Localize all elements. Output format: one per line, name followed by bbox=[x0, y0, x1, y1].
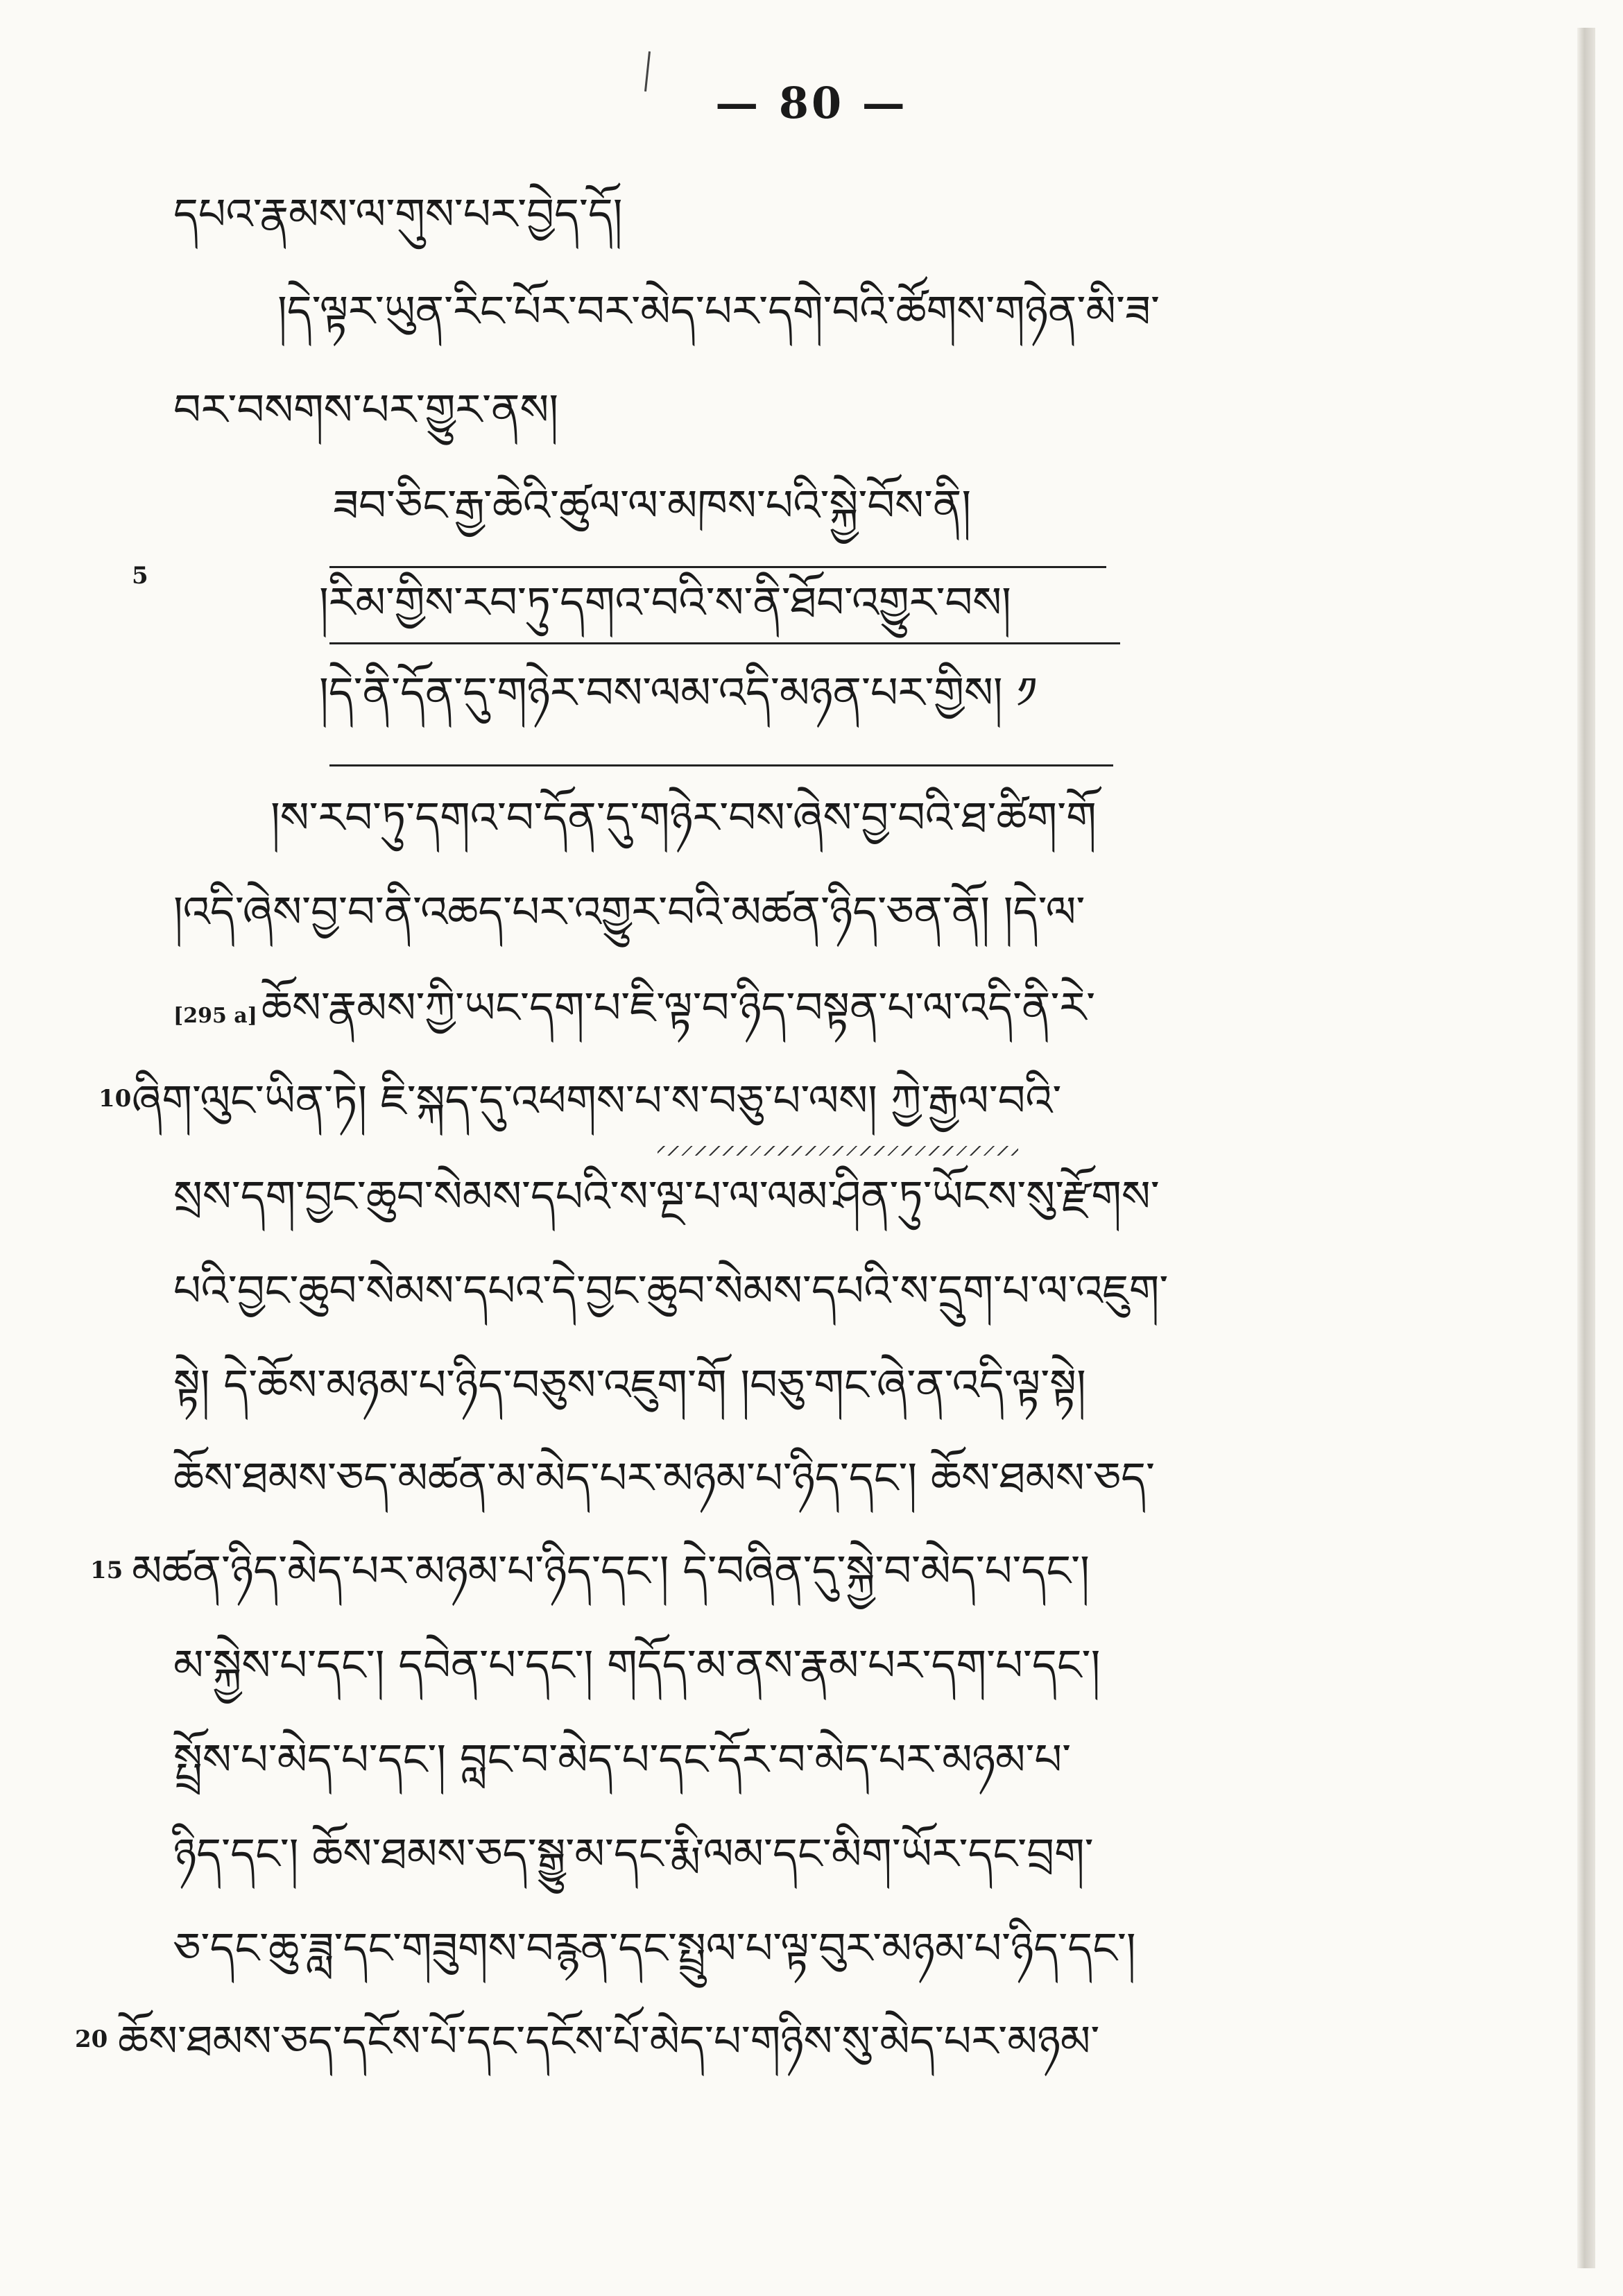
page-edge-shadow bbox=[1577, 28, 1595, 2268]
verse-underline-3 bbox=[329, 764, 1113, 766]
wavy-underline bbox=[658, 1146, 1018, 1156]
text-line-12: པའི་བྱང་ཆུབ་སེམས་དཔའ་དེ་བྱང་ཆུབ་སེམས་དཔའི་ས་དྲུག་པ་ལ་འཇུག་ bbox=[173, 1265, 1169, 1316]
text-line-11: སྲས་དག་བྱང་ཆུབ་སེམས་དཔའི་ས་ལྔ་པ་ལ་ལམ་ཤིན་ཏུ་ཡོངས་སུ་རྫོགས་ bbox=[173, 1171, 1160, 1222]
verse-line-1: ཟབ་ཅིང་རྒྱ་ཆེའི་ཚུལ་ལ་མཁས་པའི་སྐྱེ་བོས་ནི། bbox=[333, 480, 972, 531]
verse-line-3: །དེ་ནི་དོན་དུ་གཉེར་བས་ལམ་འདི་མཉན་པར་གྱིས། ༡ bbox=[319, 667, 1038, 718]
text-line-9-body: ཆོས་རྣམས་ཀྱི་ཡང་དག་པ་ཇི་ལྟ་བ་ཉིད་བསྟན་པ་ལ་འདི་ནི་རེ་ bbox=[261, 982, 1096, 1033]
text-line-10: ཞིག་ལུང་ཡིན་ཏེ། ཇི་སྐད་དུ་འཕགས་པ་ས་བཅུ་པ་ལས། ཀྱེ་རྒྱལ་བའི་ bbox=[132, 1075, 1062, 1126]
verse-line-2: །རིམ་གྱིས་རབ་ཏུ་དགའ་བའི་ས་ནི་ཐོབ་འགྱུར་བས། bbox=[319, 577, 1011, 628]
text-line-8: །འདི་ཞེས་བྱ་བ་ནི་འཆད་པར་འགྱུར་བའི་མཚན་ཉིད་ཅན་ནོ། །དེ་ལ་ bbox=[173, 886, 1085, 937]
folio-marker: [295 a] bbox=[173, 1004, 257, 1028]
text-line-2: །དེ་ལྟར་ཡུན་རིང་པོར་བར་མེད་པར་དགེ་བའི་ཚོགས་གཉེན་མི་ཟ་ bbox=[277, 286, 1160, 336]
text-line-1: དཔའ་རྣམས་ལ་གུས་པར་བྱེད་དོ། bbox=[173, 189, 623, 239]
text-line-16: མ་སྐྱེས་པ་དང་། དབེན་པ་དང་། གདོད་མ་ནས་རྣམ་པར་དག་པ་དང་། bbox=[173, 1640, 1101, 1690]
text-line-15: མཚན་ཉིད་མེད་པར་མཉམ་པ་ཉིད་དང་། དེ་བཞིན་དུ་སྐྱེ་བ་མེད་པ་དང་། bbox=[132, 1545, 1090, 1596]
page-number: — 80 — bbox=[715, 78, 908, 128]
text-line-14: ཆོས་ཐམས་ཅད་མཚན་མ་མེད་པར་མཉམ་པ་ཉིད་དང་། ཆོས་ཐམས་ཅད་ bbox=[173, 1453, 1156, 1503]
line-number-20: 20 bbox=[75, 2025, 108, 2053]
text-line-19: ཅ་དང་ཆུ་ཟླ་དང་གཟུགས་བརྙན་དང་སྤྲུལ་པ་ལྟ་བུར་མཉམ་པ་ཉིད་དང་། bbox=[173, 1923, 1136, 1973]
line-number-5: 5 bbox=[132, 562, 148, 590]
text-line-9 bbox=[173, 981, 1415, 1035]
line-number-10: 10 bbox=[98, 1085, 132, 1113]
text-line-3: བར་བསགས་པར་གྱུར་ནས། bbox=[173, 384, 559, 435]
verse-underline-2 bbox=[329, 642, 1120, 644]
text-line-7: །ས་རབ་ཏུ་དགའ་བ་དོན་དུ་གཉེར་བས་ཞེས་བྱ་བའི་ཐ་ཚིག་གོ bbox=[270, 792, 1097, 843]
text-line-13: སྟེ། དེ་ཆོས་མཉམ་པ་ཉིད་བཅུས་འཇུག་གོ །བཅུ་གང་ཞེ་ན་འདི་ལྟ་སྟེ། bbox=[173, 1360, 1086, 1410]
text-line-18: ཉིད་དང་། ཆོས་ཐམས་ཅད་སྒྱུ་མ་དང་རྨི་ལམ་དང་མིག་ཡོར་དང་བྲག་ bbox=[173, 1828, 1094, 1879]
line-number-15: 15 bbox=[90, 1557, 123, 1584]
text-line-17: སྤྲོས་པ་མེད་པ་དང་། བླང་བ་མེད་པ་དང་དོར་བ་མེད་པར་མཉམ་པ་ bbox=[173, 1734, 1072, 1785]
verse-underline-1 bbox=[329, 566, 1106, 568]
text-line-20: ཆོས་ཐམས་ཅད་དངོས་པོ་དང་དངོས་པོ་མེད་པ་གཉིས་སུ་མེད་པར་མཉམ་ bbox=[118, 2016, 1100, 2066]
